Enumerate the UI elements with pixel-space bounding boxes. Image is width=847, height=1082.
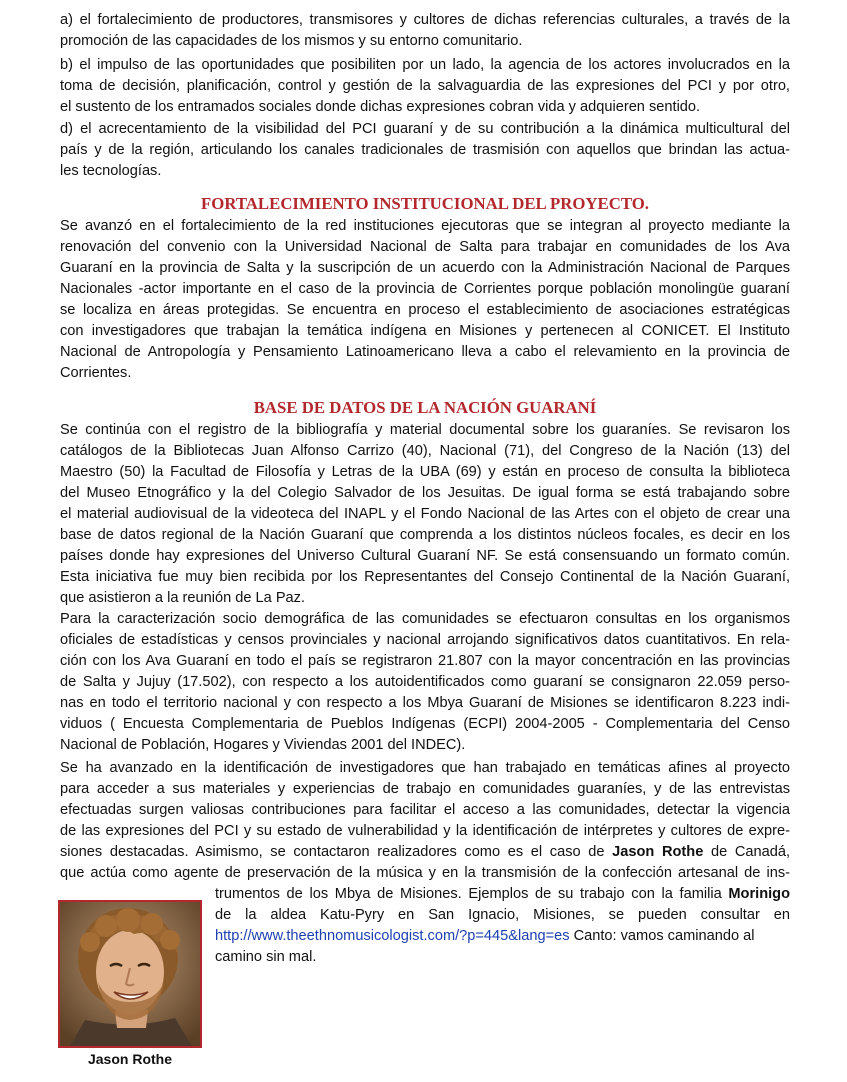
section2-p1-line: Esta iniciativa fue muy bien recibida por los Representantes del Consejo Continental de la Nación Guaraní,	[60, 569, 790, 585]
section1-line: renovación del convenio con la Universidad Nacional de Salta para trabajar en comunidades de los Ava	[60, 239, 790, 255]
jason-rothe-photo	[58, 900, 202, 1048]
section2-p2-line: ción con los Ava Guaraní en todo el país se registraron 21.807 con la mayor concentración en las provincias	[60, 653, 790, 669]
intro-a-line-2: promoción de las capacidades de los mismos y su entorno comunitario.	[60, 33, 523, 49]
section2-p3-line: efectuadas surgen valiosas contribuciones para facilitar el acceso a las comunidades, detectar la vigencia	[60, 802, 790, 818]
section2-p1-line: el material audiovisual de la videoteca del INAPL y el Fondo Nacional de las Artes con el objeto de crear una	[60, 506, 790, 522]
section1-line: con investigadores que trabajan la temática indígena en Misiones y pertenecen al CONICET. El Instituto	[60, 323, 790, 339]
section1-line: Corrientes.	[60, 365, 132, 381]
section2-p1-line: del Museo Etnográfico y la del Colegio Salvador de los Jesuitas. De igual forma se está trabajando sobre	[60, 485, 790, 501]
person-name-jason-rothe: Jason Rothe	[612, 844, 704, 860]
intro-d-line-3: les tecnologías.	[60, 163, 162, 179]
intro-a-line-1: a) el fortalecimiento de productores, transmisores y cultores de dichas referencias culturales, a través de la	[60, 12, 790, 28]
section1-line: Guaraní en la provincia de Salta y la suscripción de un acuerdo con la Administración Nacional de Parques	[60, 260, 790, 276]
section2-p3-text: Canto: vamos caminando al	[569, 928, 755, 944]
section2-p2-line: Nacional de Población, Hogares y Viviendas 2001 del INDEC).	[60, 737, 466, 753]
section2-p1-line: base de datos regional de la Nación Guaraní que comprenda a los distintos núcleos focales, es decir en los	[60, 527, 790, 543]
family-name-morinigo: Morinigo	[728, 886, 790, 902]
section2-p3-line: de las expresiones del PCI y su estado de vulnerabilidad y la identificación de intérpretes y cultores de expre-	[60, 823, 790, 839]
section2-p3-line-with-family	[215, 884, 790, 905]
section2-p3-line: camino sin mal.	[215, 949, 317, 965]
intro-b-line-1: b) el impulso de las oportunidades que posibiliten por un lado, la agencia de los actores involucrados en la	[60, 57, 790, 73]
section-heading-fortalecimiento: FORTALECIMIENTO INSTITUCIONAL DEL PROYECTO.	[201, 194, 649, 213]
section2-p3-line: de la aldea Katu-Pyry en San Ignacio, Misiones, se pueden consultar en	[215, 907, 790, 923]
section-heading-base-de-datos: BASE DE DATOS DE LA NACIÓN GUARANÍ	[253, 398, 597, 417]
section2-p2-line: de Salta y Jujuy (17.502), con respecto a los autoidentificados como guaraní se consignaron 22.059 perso-	[60, 674, 790, 690]
section2-p3-text: trumentos de los Mbya de Misiones. Ejemplos de su trabajo con la familia	[215, 886, 722, 902]
section1-line: se localiza en áreas protegidas. Se encuentra en proceso el establecimiento de asociaciones estratégicas	[60, 302, 790, 318]
intro-b-line-2: toma de decisión, planificación, control y gestión de la salvaguardia de las expresiones del PCI y por otro,	[60, 78, 790, 94]
section2-p3-line-with-name	[60, 842, 790, 863]
intro-b-line-3: el sustento de los entramados sociales donde dichas expresiones cobran vida y adquieren sentido.	[60, 99, 701, 115]
section2-p3-text: siones destacadas. Asimismo, se contactaron realizadores como es el caso de	[60, 844, 605, 860]
ethnomusicologist-link[interactable]: http://www.theethnomusicologist.com/?p=445&lang=es	[215, 928, 570, 944]
section2-p3-line: que actúa como agente de preservación de la música y en la transmisión de la confección artesanal de ins-	[60, 865, 790, 881]
section2-p3-line-with-link	[215, 926, 790, 947]
section2-p2-line: viduos ( Encuesta Complementaria de Pueblos Indígenas (ECPI) 2004-2005 - Complementaria del Censo	[60, 716, 790, 732]
section2-p1-line: Se continúa con el registro de la bibliografía y material documental sobre los guaraníes. Se revisaron los	[60, 422, 790, 438]
section2-p1-line: catálogos de la Bibliotecas Juan Alfonso Carrizo (40), Nacional (71), del Congreso de la Nación (13) del	[60, 443, 790, 459]
section2-p2-line: oficiales de estadísticas y censos provinciales y nacional arrojando significativos datos cuantitativos. En rela-	[60, 632, 790, 648]
section1-line: Se avanzó en el fortalecimiento de la red instituciones ejecutoras que se integran al proyecto mediante la	[60, 218, 790, 234]
section2-p3-line: Se ha avanzado en la identificación de investigadores que han trabajado en temáticas afines al proyecto	[60, 760, 790, 776]
intro-d-line-2: país y de la región, articulando los canales tradicionales de trasmisión con aquellos que brindan las actua-	[60, 142, 790, 158]
section2-p3-text-after-name: de Canadá,	[710, 844, 791, 860]
section2-p1-line: países donde hay expresiones del Universo Cultural Guaraní NF. Se está consensuando un formato común.	[60, 548, 790, 564]
section2-p1-line: Maestro (50) la Facultad de Filosofía y Letras de la UBA (69) y están en proceso de consulta la biblioteca	[60, 464, 790, 480]
section2-p2-line: Para la caracterización socio demográfica de las comunidades se efectuaron consultas en los organismos	[60, 611, 790, 627]
section2-p3-line: para acceder a sus materiales y experiencias de trabajo en comunidades guaraníes, y de las entrevistas	[60, 781, 790, 797]
section2-p2-line: nas en todo el territorio nacional y con respecto a los Mbya Guaraní de Misiones se identificaron 8.223 indi-	[60, 695, 790, 711]
section1-line: Nacionales -actor importante en el caso de la provincia de Corrientes porque población monolingüe guaraní	[60, 281, 790, 297]
section2-p1-line: que asistieron a la reunión de La Paz.	[60, 590, 306, 606]
section1-line: Nacional de Antropología y Pensamiento Latinoamericano lleva a cabo el relevamiento en la provincia de	[60, 344, 790, 360]
intro-d-line-1: d) el acrecentamiento de la visibilidad del PCI guaraní y de su contribución a la dinámica multicultural del	[60, 121, 790, 137]
portrait-illustration	[60, 902, 200, 1046]
photo-caption: Jason Rothe	[87, 1051, 172, 1067]
